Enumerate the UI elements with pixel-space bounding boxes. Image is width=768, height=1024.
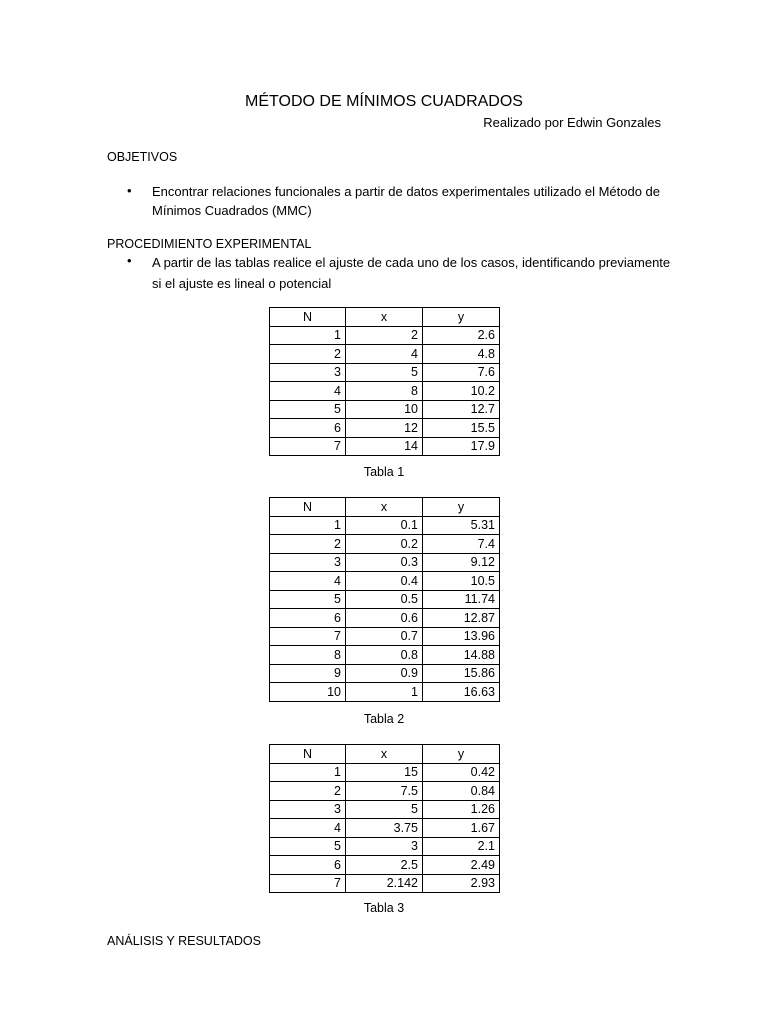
cell-x: 4 bbox=[346, 345, 423, 364]
column-header-x: x bbox=[346, 745, 423, 764]
cell-y: 7.6 bbox=[423, 363, 500, 382]
table-1-caption: Tabla 1 bbox=[363, 465, 405, 479]
table-row bbox=[270, 856, 500, 875]
column-header-y: y bbox=[423, 308, 500, 327]
cell-y: 2.49 bbox=[423, 856, 500, 875]
cell-n: 1 bbox=[270, 763, 346, 782]
cell-n: 2 bbox=[270, 782, 346, 801]
table-row bbox=[270, 553, 500, 572]
table-header-row bbox=[270, 745, 500, 764]
cell-y: 4.8 bbox=[423, 345, 500, 364]
cell-y: 13.96 bbox=[423, 627, 500, 646]
table-row bbox=[270, 609, 500, 628]
cell-y: 1.26 bbox=[423, 800, 500, 819]
cell-y: 10.2 bbox=[423, 382, 500, 401]
cell-x: 5 bbox=[346, 363, 423, 382]
cell-x: 2.5 bbox=[346, 856, 423, 875]
column-header-x: x bbox=[346, 498, 423, 517]
table-row bbox=[270, 400, 500, 419]
table-row bbox=[270, 683, 500, 702]
table-row bbox=[270, 782, 500, 801]
cell-n: 7 bbox=[270, 627, 346, 646]
cell-y: 0.42 bbox=[423, 763, 500, 782]
cell-y: 7.4 bbox=[423, 535, 500, 554]
cell-y: 2.93 bbox=[423, 874, 500, 893]
table-row bbox=[270, 800, 500, 819]
objetivos-heading: OBJETIVOS bbox=[107, 150, 178, 164]
cell-x: 14 bbox=[346, 437, 423, 456]
cell-x: 3 bbox=[346, 837, 423, 856]
cell-n: 3 bbox=[270, 553, 346, 572]
page-title: MÉTODO DE MÍNIMOS CUADRADOS bbox=[245, 93, 523, 110]
cell-y: 0.84 bbox=[423, 782, 500, 801]
table-row bbox=[270, 345, 500, 364]
objetivos-bullet: • bbox=[127, 183, 132, 198]
table-row bbox=[270, 572, 500, 591]
cell-n: 10 bbox=[270, 683, 346, 702]
cell-x: 10 bbox=[346, 400, 423, 419]
column-header-n: N bbox=[270, 498, 346, 517]
cell-n: 8 bbox=[270, 646, 346, 665]
cell-n: 1 bbox=[270, 516, 346, 535]
column-header-y: y bbox=[423, 498, 500, 517]
cell-n: 7 bbox=[270, 874, 346, 893]
cell-n: 3 bbox=[270, 363, 346, 382]
cell-y: 2.1 bbox=[423, 837, 500, 856]
cell-x: 1 bbox=[346, 683, 423, 702]
cell-y: 9.12 bbox=[423, 553, 500, 572]
cell-y: 15.5 bbox=[423, 419, 500, 438]
table-row bbox=[270, 382, 500, 401]
analisis-heading: ANÁLISIS Y RESULTADOS bbox=[107, 934, 261, 948]
cell-x: 0.2 bbox=[346, 535, 423, 554]
cell-y: 14.88 bbox=[423, 646, 500, 665]
cell-n: 1 bbox=[270, 326, 346, 345]
table-row bbox=[270, 363, 500, 382]
objetivos-text: Encontrar relaciones funcionales a partir de datos experimentales utilizado el Método de Mínimos Cuadrados (MMC) bbox=[152, 184, 661, 218]
table-row bbox=[270, 437, 500, 456]
cell-y: 12.87 bbox=[423, 609, 500, 628]
table-row bbox=[270, 646, 500, 665]
cell-y: 1.67 bbox=[423, 819, 500, 838]
table-2-caption: Tabla 2 bbox=[363, 712, 405, 726]
data-table-1 bbox=[269, 307, 500, 456]
cell-y: 5.31 bbox=[423, 516, 500, 535]
cell-x: 2 bbox=[346, 326, 423, 345]
cell-x: 7.5 bbox=[346, 782, 423, 801]
procedimiento-bullet: • bbox=[127, 253, 132, 268]
cell-y: 17.9 bbox=[423, 437, 500, 456]
cell-n: 4 bbox=[270, 572, 346, 591]
author-line: Realizado por Edwin Gonzales bbox=[483, 115, 661, 130]
table-row bbox=[270, 590, 500, 609]
cell-n: 4 bbox=[270, 382, 346, 401]
cell-x: 2.142 bbox=[346, 874, 423, 893]
cell-x: 8 bbox=[346, 382, 423, 401]
cell-n: 5 bbox=[270, 590, 346, 609]
cell-n: 7 bbox=[270, 437, 346, 456]
cell-y: 16.63 bbox=[423, 683, 500, 702]
cell-n: 4 bbox=[270, 819, 346, 838]
cell-y: 11.74 bbox=[423, 590, 500, 609]
cell-y: 2.6 bbox=[423, 326, 500, 345]
table-row bbox=[270, 535, 500, 554]
table-row bbox=[270, 837, 500, 856]
column-header-n: N bbox=[270, 745, 346, 764]
cell-x: 5 bbox=[346, 800, 423, 819]
table-row bbox=[270, 419, 500, 438]
cell-x: 0.6 bbox=[346, 609, 423, 628]
cell-x: 0.4 bbox=[346, 572, 423, 591]
cell-n: 5 bbox=[270, 837, 346, 856]
cell-y: 15.86 bbox=[423, 664, 500, 683]
cell-x: 0.5 bbox=[346, 590, 423, 609]
cell-n: 5 bbox=[270, 400, 346, 419]
cell-n: 2 bbox=[270, 345, 346, 364]
table-row bbox=[270, 627, 500, 646]
cell-n: 6 bbox=[270, 609, 346, 628]
cell-n: 6 bbox=[270, 856, 346, 875]
table-row bbox=[270, 763, 500, 782]
column-header-x: x bbox=[346, 308, 423, 327]
table-row bbox=[270, 326, 500, 345]
cell-n: 2 bbox=[270, 535, 346, 554]
table-3-caption: Tabla 3 bbox=[363, 901, 405, 915]
cell-x: 0.3 bbox=[346, 553, 423, 572]
cell-x: 3.75 bbox=[346, 819, 423, 838]
procedimiento-heading: PROCEDIMIENTO EXPERIMENTAL bbox=[107, 237, 312, 251]
table-row bbox=[270, 516, 500, 535]
data-table-2 bbox=[269, 497, 500, 702]
table-row bbox=[270, 819, 500, 838]
table-header-row bbox=[270, 308, 500, 327]
cell-y: 10.5 bbox=[423, 572, 500, 591]
cell-n: 3 bbox=[270, 800, 346, 819]
cell-x: 0.1 bbox=[346, 516, 423, 535]
procedimiento-text: A partir de las tablas realice el ajuste de cada uno de los casos, identificando previamente si el ajuste es lineal o potencial bbox=[152, 255, 671, 291]
cell-x: 0.7 bbox=[346, 627, 423, 646]
data-table-3 bbox=[269, 744, 500, 893]
cell-x: 0.8 bbox=[346, 646, 423, 665]
cell-x: 12 bbox=[346, 419, 423, 438]
cell-y: 12.7 bbox=[423, 400, 500, 419]
table-row bbox=[270, 874, 500, 893]
table-row bbox=[270, 664, 500, 683]
table-header-row bbox=[270, 498, 500, 517]
cell-n: 6 bbox=[270, 419, 346, 438]
cell-n: 9 bbox=[270, 664, 346, 683]
column-header-n: N bbox=[270, 308, 346, 327]
cell-x: 15 bbox=[346, 763, 423, 782]
column-header-y: y bbox=[423, 745, 500, 764]
cell-x: 0.9 bbox=[346, 664, 423, 683]
